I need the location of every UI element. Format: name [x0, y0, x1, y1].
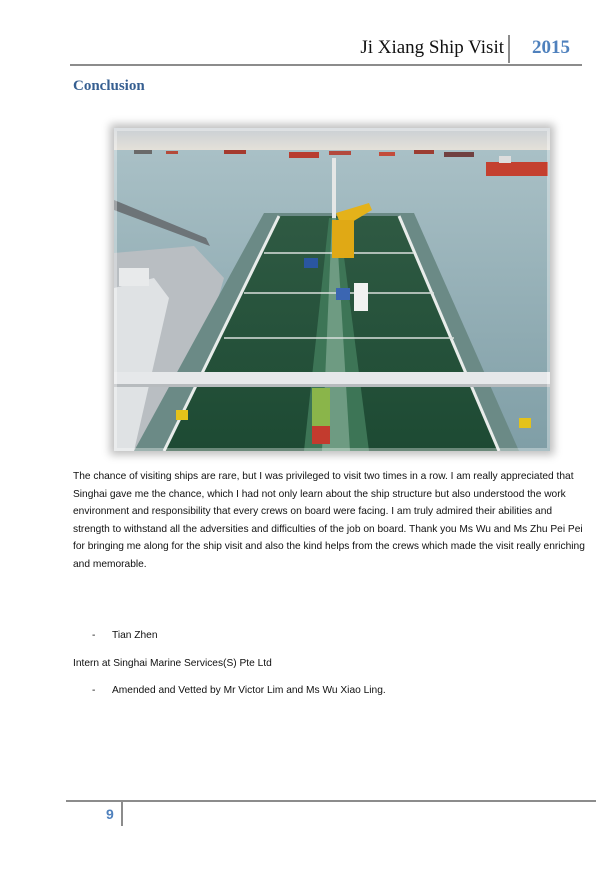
- footer-rule: [66, 800, 596, 802]
- bullet-dash: -: [92, 685, 96, 696]
- header-rule: [70, 64, 582, 66]
- signature-name: Tian Zhen: [112, 630, 158, 641]
- bullet-dash: -: [92, 630, 96, 641]
- vetted-item: [92, 685, 386, 696]
- footer-separator: [121, 802, 123, 826]
- ship-deck-photo: [114, 128, 550, 451]
- page-header: [70, 35, 582, 65]
- ship-deck-illustration: [114, 128, 550, 451]
- signature-role: Intern at Singhai Marine Services(S) Pte Ltd: [73, 658, 272, 669]
- conclusion-paragraph: The chance of visiting ships are rare, but I was privileged to visit two times in a row. I am really appreciated that Singhai gave me the chance, which I had not only learn about the ship structure but also understood the work environment and responsibility that every crews on board were facing. I am truly admired their abilities and strength to withstand all the adversities and difficulties of the job on board. Thank you Ms Wu and Ms Zhu Pei Pei for bringing me along for the ship visit and also the kind helps from the crews which made the visit really enriching and memorable.: [73, 471, 585, 570]
- section-heading: Conclusion: [73, 78, 145, 94]
- vetted-text: Amended and Vetted by Mr Victor Lim and Ms Wu Xiao Ling.: [112, 685, 386, 696]
- header-title: Ji Xiang Ship Visit: [360, 37, 504, 58]
- header-year: 2015: [532, 37, 570, 58]
- signature-name-item: [92, 630, 158, 641]
- page-number: 9: [106, 806, 114, 822]
- header-separator: [508, 35, 510, 63]
